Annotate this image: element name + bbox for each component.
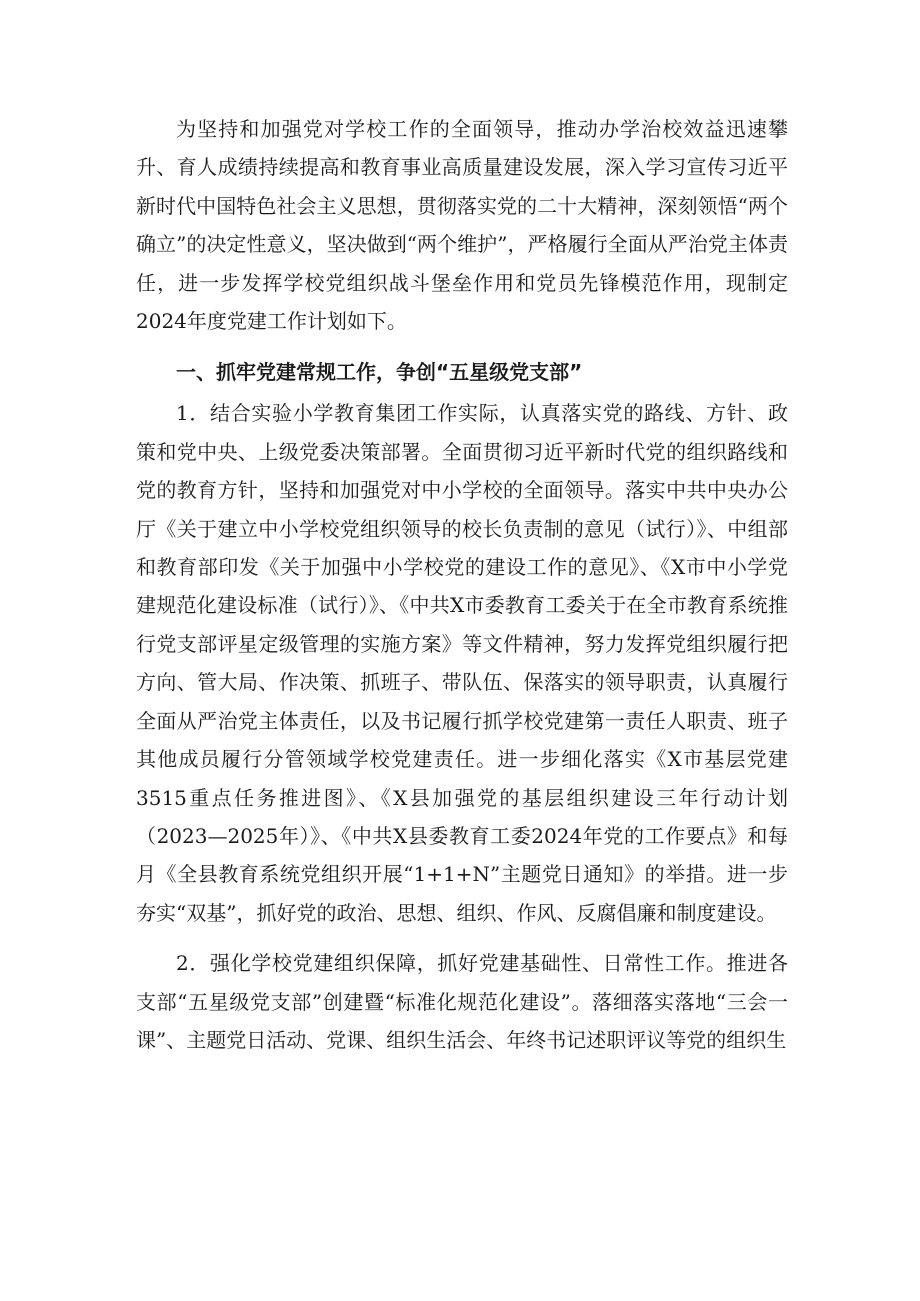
item-2-paragraph: 2．强化学校党建组织保障，抓好党建基础性、日常性工作。推进各支部“五星级党支部”创建暨“标准化规范化建设”。落细落实落地“三会一课”、主题党日活动、党课、组织生活会、年终书记述职评议等党的组织生 [136,951,788,1052]
spacer [136,340,788,352]
section-heading: 一、抓牢党建常规工作，争创“五星级党支部” [176,360,583,385]
spacer [136,932,788,944]
item-1-paragraph: 1．结合实验小学教育集团工作实际，认真落实党的路线、方针、政策和党中央、上级党委决策部署。全面贯彻习近平新时代党的组织路线和党的教育方针，坚持和加强党对中小学校的全面领导。落实中共中央办公厅《关于建立中小学校党组织领导的校长负责制的意见（试行）》、中组部和教育部印发《关于加强中小学校党的建设工作的意见》、《X市中小学党建规范化建设标准（试行）》、《中共X市委教育工委关于在全市教育系统推行党支部评星定级管理的实施方案》等文件精神，努力发挥党组织履行把方向、管大局、作决策、抓班子、带队伍、保落实的领导职责，认真履行全面从严治党主体责任，以及书记履行抓学校党建第一责任人职责、班子其他成员履行分管领域学校党建责任。进一步细化落实《X市基层党建3515重点任务推进图》、《X县加强党的基层组织建设三年行动计划（2023—2025年）》、《中共X县委教育工委2024年党的工作要点》和每月《全县教育系统党组织开展“1+1+N”主题党日通知》的举措。进一步夯实“双基”，抓好党的政治、思想、组织、作风、反腐倡廉和制度建设。 [136,401,788,925]
intro-paragraph: 为坚持和加强党对学校工作的全面领导，推动办学治校效益迅速攀升、育人成绩持续提高和教育事业高质量建设发展，深入学习宣传习近平新时代中国特色社会主义思想，贯彻落实党的二十大精神，深刻领悟“两个确立”的决定性意义，坚决做到“两个维护”，严格履行全面从严治党主体责任，进一步发挥学校党组织战斗堡垒作用和党员先锋模范作用，现制定2024年度党建工作计划如下。 [136,117,788,334]
document-body [136,110,788,1059]
